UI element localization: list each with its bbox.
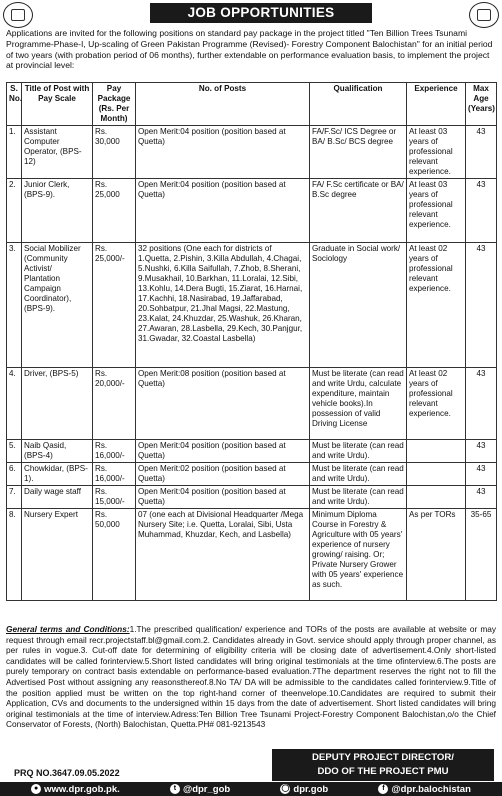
column-header: S. No. — [7, 83, 22, 126]
cell-age: 43 — [466, 440, 497, 463]
cell-experience: At least 02 years of professional relevant experience. — [407, 243, 466, 368]
column-header: Qualification — [310, 83, 407, 126]
cell-pay: Rs. 15,000/- — [93, 486, 136, 509]
cell-sno: 2. — [7, 179, 22, 243]
footer-instagram[interactable] — [280, 784, 328, 795]
cell-title: Daily wage staff — [22, 486, 93, 509]
cell-pay: Rs. 16,000/- — [93, 440, 136, 463]
cell-posts: Open Merit:08 position (position based at Quetta) — [136, 368, 310, 440]
table-row — [7, 509, 497, 601]
signature-block — [272, 749, 494, 781]
facebook-icon: f — [378, 784, 388, 794]
positions-table — [6, 82, 497, 601]
cell-posts: Open Merit:04 position (position based at Quetta) — [136, 126, 310, 179]
prq-number: PRQ NO.3647.09.05.2022 — [14, 768, 120, 778]
terms-heading: General terms and Conditions: — [6, 624, 130, 634]
page-title: JOB OPPORTUNITIES — [150, 3, 372, 23]
cell-sno: 6. — [7, 463, 22, 486]
table-row — [7, 179, 497, 243]
cell-qualification: Minimum Diploma Course in Forestry & Agriculture with 05 years' experience of nursery growing/ raising. Or; Private Nursery Grower with 05 years' experience as such. — [310, 509, 407, 601]
twitter-text: @dpr_gob — [182, 783, 231, 795]
column-header: Max Age (Years) — [466, 83, 497, 126]
table-row — [7, 126, 497, 179]
cell-title: Driver, (BPS-5) — [22, 368, 93, 440]
cell-experience — [407, 463, 466, 486]
cell-posts: Open Merit:02 position (position based at Quetta) — [136, 463, 310, 486]
general-terms — [6, 624, 496, 730]
cell-qualification: FA/ F.Sc certificate or BA/ B.Sc degree — [310, 179, 407, 243]
cell-age: 43 — [466, 179, 497, 243]
cell-posts: 32 positions (One each for districts of 1.Quetta, 2.Pishin, 3.Killa Abdullah, 4.Chagai, 5.Nushki, 6.Killa Saifullah, 7.Zhob, 8.Sherani, 9.Musakhail, 10.Barkhan, 11.Loralai, 12.Sibi, 13.Kohlu, 14.Dera Bugti, 15.Ziarat, 16.Harnai, 17.Kachhi, 18.Nasirabad, 19.Jaffarabad, 20.Sohbatpur, 21.Jhal Magsi, 22.Mastung, 23.Kalat, 24.Khuzdar, 25.Washuk, 26.Kharan, 27.Awaran, 28.Lasbella, 29.Kech, 30.Panjgur, 31.Gwadar, 32.Coastal Lasbella) — [136, 243, 310, 368]
table-row — [7, 463, 497, 486]
intro-paragraph: Applications are invited for the following positions on standard pay package in the project titled "Ten Billion Trees Tsunami Programme-Phase-I, Up-scaling of Green Pakistan Programme (Revised)- Forestry Component Balochistan" for an initial period of two years (with probation period of 06 months), further extendable on performance evaluation basis, to implement the project at provincial level: — [6, 28, 493, 71]
cell-sno: 1. — [7, 126, 22, 179]
cell-qualification: Must be literate (can read and write Urdu). — [310, 486, 407, 509]
cell-age: 43 — [466, 126, 497, 179]
cell-qualification: Must be literate (can read and write Urdu). — [310, 463, 407, 486]
column-header: Experience — [407, 83, 466, 126]
table-row — [7, 368, 497, 440]
column-header: No. of Posts — [136, 83, 310, 126]
cell-sno: 8. — [7, 509, 22, 601]
cell-experience: At least 02 years of professional relevant experience. — [407, 368, 466, 440]
cell-age: 43 — [466, 243, 497, 368]
cell-sno: 3. — [7, 243, 22, 368]
cell-sno: 4. — [7, 368, 22, 440]
cell-experience — [407, 440, 466, 463]
cell-posts: Open Merit:04 position (position based at Quetta) — [136, 486, 310, 509]
column-header: Title of Post with Pay Scale — [22, 83, 93, 126]
cell-pay: Rs. 20,000/- — [93, 368, 136, 440]
website-text: www.dpr.gob.pk. — [44, 783, 120, 795]
header — [0, 0, 502, 30]
instagram-icon: ◯ — [281, 785, 290, 792]
cell-age: 43 — [466, 368, 497, 440]
table-row — [7, 486, 497, 509]
cell-pay: Rs. 25,000/- — [93, 243, 136, 368]
globe-icon: ● — [31, 784, 41, 794]
instagram-text: dpr.gob — [293, 783, 329, 795]
forest-department-logo-icon — [469, 2, 499, 28]
footer-twitter[interactable] — [170, 784, 230, 795]
cell-posts: 07 (one each at Divisional Headquarter /Mega Nursery Site; i.e. Quetta, Loralai, Sibi, Usta Muhammad, Khuzdar, Kech, and Lasbella) — [136, 509, 310, 601]
balochistan-emblem-icon — [3, 2, 33, 28]
cell-title: Naib Qasid, (BPS-4) — [22, 440, 93, 463]
cell-posts: Open Merit:04 position (position based at Quetta) — [136, 440, 310, 463]
cell-experience: At least 03 years of professional relevant experience. — [407, 126, 466, 179]
footer-facebook[interactable] — [378, 784, 470, 795]
cell-age: 43 — [466, 463, 497, 486]
cell-title: Assistant Computer Operator, (BPS-12) — [22, 126, 93, 179]
cell-pay: Rs. 25,000 — [93, 179, 136, 243]
signature-line-1: DEPUTY PROJECT DIRECTOR/ — [312, 752, 454, 763]
footer-website[interactable] — [31, 784, 120, 795]
table-row — [7, 243, 497, 368]
cell-title: Social Mobilizer (Community Activist/ Plantation Campaign Coordinator), (BPS-9). — [22, 243, 93, 368]
cell-qualification: FA/F.Sc/ ICS Degree or BA/ B.Sc/ BCS degree — [310, 126, 407, 179]
cell-title: Nursery Expert — [22, 509, 93, 601]
cell-age: 43 — [466, 486, 497, 509]
cell-qualification: Graduate in Social work/ Sociology — [310, 243, 407, 368]
footer-bar — [0, 782, 502, 796]
cell-experience — [407, 486, 466, 509]
cell-title: Junior Clerk, (BPS-9). — [22, 179, 93, 243]
cell-qualification: Must be literate (can read and write Urdu, calculate expenditure, maintain vehicle books).In possession of valid Driving License — [310, 368, 407, 440]
cell-age: 35-65 — [466, 509, 497, 601]
terms-body: 1.The prescribed qualification/ experience and TORs of the posts are available at website or may request through email recr.projectstaff.bl@gmail.com.2. Candidates already in Govt. service should apply through proper channel, as per rules in vogue.3. Cut-off date for determining of eligibility criteria will be closing date of advertisement.4.Only short-listed candidates will be called forinterview.5.Short listed candidates will bring original testimonials at the time ofinterview.6.The posts are purely temporary on contract basis extendable on performance-based evaluation.7The department reserves the right not to fill the Advertised Post without assigning any reasonsthereof.8.No TA/ DA will be admissible to the candidates called forinterview.9.Title of the position applied must be written on the top right-hand corner of theenvelope.10.Candidates are required to submit their Application, CVs and documents to the undersigned within 15 days from the date of advertisement. Short listed candidates will bring original testimonials at the time of interview.Adress:Ten Billion Tree Tsunami Project-Forestry Component Balochistan,o/o the Chief Conservator of Forests, (North) Balochistan, Quetta.PH# 081-9213543 — [6, 624, 496, 730]
cell-title: Chowkidar, (BPS-1). — [22, 463, 93, 486]
cell-experience: At least 03 years of professional relevant experience. — [407, 179, 466, 243]
cell-experience: As per TORs — [407, 509, 466, 601]
cell-qualification: Must be literate (can read and write Urdu). — [310, 440, 407, 463]
cell-sno: 5. — [7, 440, 22, 463]
table-header-row — [7, 83, 497, 126]
twitter-icon: t — [170, 784, 180, 794]
signature-line-2: DDO OF THE PROJECT PMU — [317, 766, 449, 777]
cell-posts: Open Merit:04 position (position based at Quetta) — [136, 179, 310, 243]
table-row — [7, 440, 497, 463]
cell-sno: 7. — [7, 486, 22, 509]
cell-pay: Rs. 50,000 — [93, 509, 136, 601]
facebook-text: @dpr.balochistan — [391, 783, 471, 795]
column-header: Pay Package (Rs. Per Month) — [93, 83, 136, 126]
cell-pay: Rs. 16,000/- — [93, 463, 136, 486]
cell-pay: Rs. 30,000 — [93, 126, 136, 179]
